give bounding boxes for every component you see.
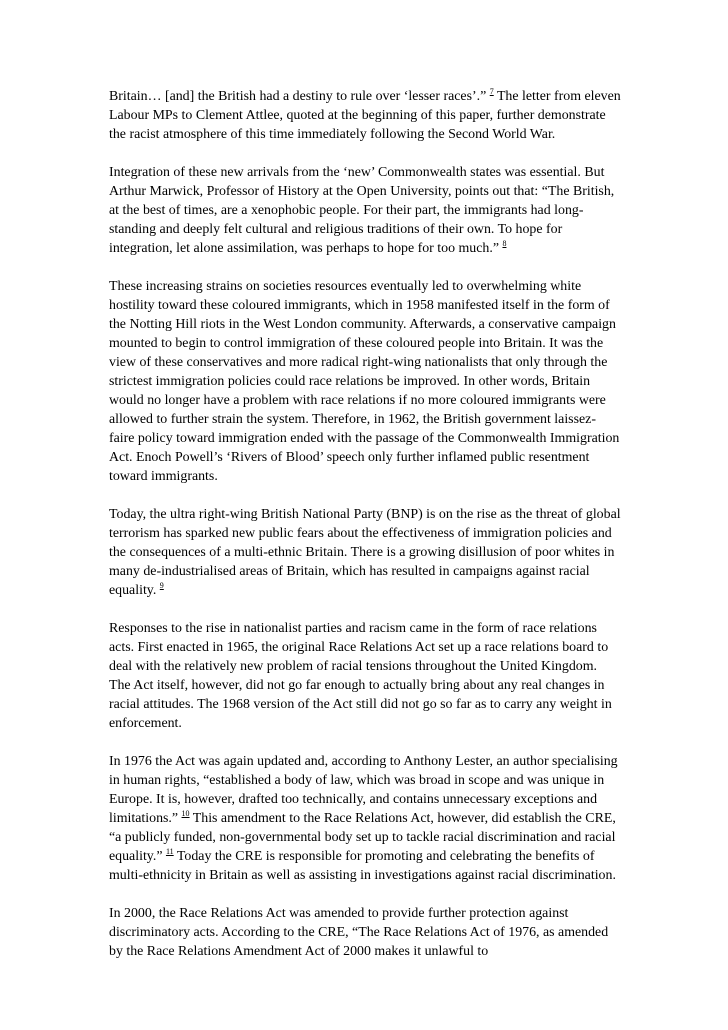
paragraph xyxy=(109,619,621,733)
paragraph-text: In 2000, the Race Relations Act was amended to provide further protection against discriminatory acts. According to the CRE, “The Race Relations Act of 1976, as amended by the Race Relations Amendment Act of 2000 makes it unlawful to xyxy=(109,906,609,959)
paragraph-text: Responses to the rise in nationalist parties and racism came in the form of race relations acts. First enacted in 1965, the original Race Relations Act set up a race relations board to deal with the relatively new problem of racial tensions throughout the United Kingdom. The Act itself, however, did not go far enough to actually bring about any real changes in racial attitudes. The 1968 version of the Act still did not go so far as to carry any weight in enforcement. xyxy=(109,621,612,731)
footnote-ref-link[interactable]: 7 xyxy=(489,87,494,96)
paragraph-text: Britain… [and] the British had a destiny to rule over ‘lesser races’.” xyxy=(109,89,490,104)
paragraph-text: The letter from eleven Labour MPs to Clement Attlee, quoted at the beginning of this paper, further demonstrate the racist atmosphere of this time immediately following the Second World War. xyxy=(109,89,621,142)
document-page xyxy=(109,87,621,980)
paragraph xyxy=(109,87,621,144)
paragraph-text: Today the CRE is responsible for promoting and celebrating the benefits of multi-ethnicity in Britain as well as assisting in investigations against racial discrimination. xyxy=(109,849,616,883)
paragraph xyxy=(109,505,621,600)
footnote-ref-link[interactable]: 8 xyxy=(502,239,507,248)
paragraph-text: Today, the ultra right-wing British National Party (BNP) is on the rise as the threat of global terrorism has sparked new public fears about the effectiveness of immigration policies and the consequences of a multi-ethnic Britain. There is a growing disillusion of poor whites in many de-industrialised areas of Britain, which has resulted in campaigns against racial equality. xyxy=(109,507,621,598)
footnote-ref-link[interactable]: 11 xyxy=(165,847,174,856)
footnote-ref-link[interactable]: 10 xyxy=(181,809,190,818)
footnote-ref-link[interactable]: 9 xyxy=(159,581,164,590)
paragraph xyxy=(109,277,621,486)
paragraph-text: These increasing strains on societies resources eventually led to overwhelming white hostility toward these coloured immigrants, which in 1958 manifested itself in the form of the Notting Hill riots in the West London community. Afterwards, a conservative campaign mounted to begin to control immigration of these coloured people into Britain. It was the view of these conservatives and more radical right-wing nationalists that only through the strictest immigration policies could race relations be improved. In other words, Britain would no longer have a problem with race relations if no more coloured immigrants were allowed to further strain the system. Therefore, in 1962, the British government laissez-faire policy toward immigration ended with the passage of the Commonwealth Immigration Act. Enoch Powell’s ‘Rivers of Blood’ speech only further inflamed public resentment toward immigrants. xyxy=(109,279,620,484)
paragraph xyxy=(109,904,621,961)
paragraph xyxy=(109,163,621,258)
paragraph-text: In 1976 the Act was again updated and, according to Anthony Lester, an author specialising in human rights, “established a body of law, which was broad in scope and was unique in Europe. It is, however, drafted too technically, and contains unnecessary exceptions and limitations.” xyxy=(109,754,618,826)
paragraph-text: Integration of these new arrivals from the ‘new’ Commonwealth states was essential. But Arthur Marwick, Professor of History at the Open University, points out that: “The British, at the best of times, are a xenophobic people. For their part, the immigrants had long-standing and deeply felt cultural and religious traditions of their own. To hope for integration, let alone assimilation, was perhaps to hope for too much.” xyxy=(109,165,615,256)
paragraph-text: This amendment to the Race Relations Act, however, did establish the CRE, “a publicly funded, non-governmental body set up to tackle racial discrimination and racial equality.” xyxy=(109,811,616,864)
paragraph xyxy=(109,752,621,885)
